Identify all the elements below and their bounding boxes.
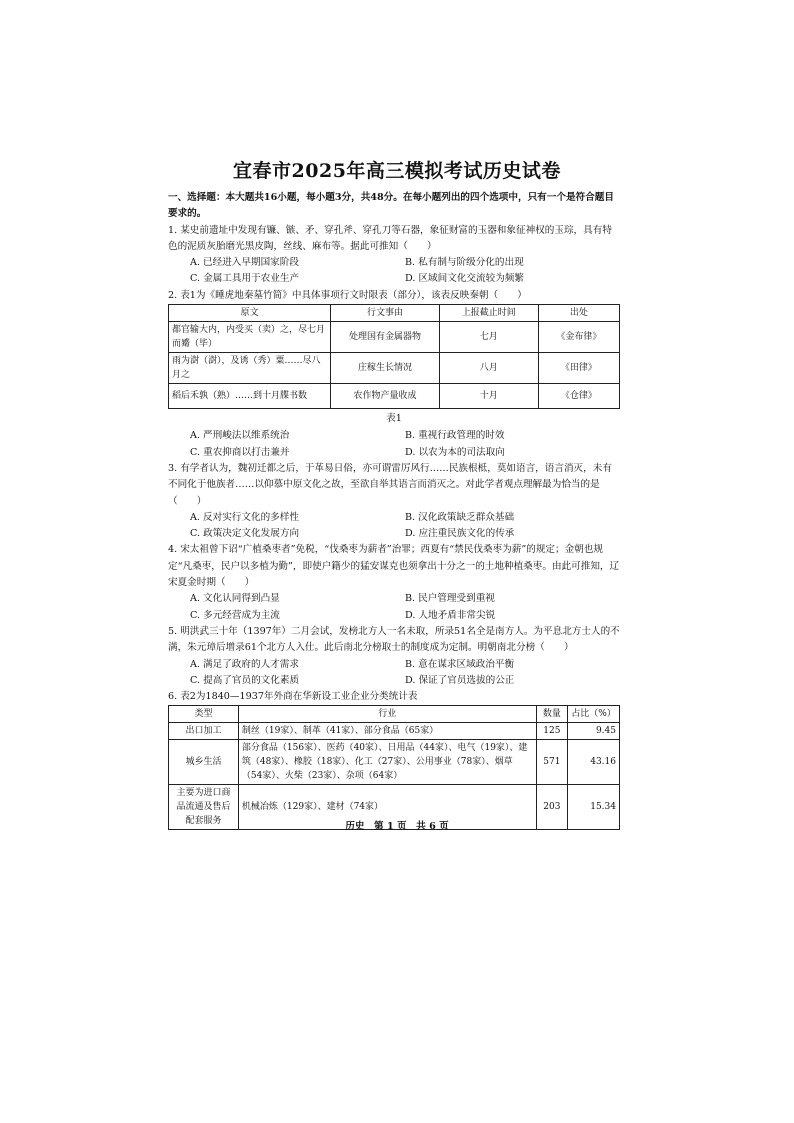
table-cell: 雨为澍（澍），及诱（秀）粟……尽八月之 (169, 353, 331, 384)
option-c: C. 多元经营成为主流 (190, 609, 280, 621)
table-caption: 表1 (386, 413, 402, 425)
question-6-stem: 6. 表2为1840—1937年外商在华新设工业企业分类统计表 (168, 691, 418, 703)
table-row (169, 353, 620, 384)
table-cell: 部分食品（156家）、医药（40家）、日用品（44家）、电气（19家）、建筑（48家）、橡胶（18家）、化工（27家）、公用事业（78家）、烟草（54家）、火柴（23家）、杂项（64家） (238, 740, 536, 785)
table-cell: 43.16 (568, 740, 620, 785)
option-b: B. 民户管理受到重视 (405, 593, 495, 605)
table-row (169, 322, 620, 353)
table-header-row (169, 706, 620, 723)
question-5-options (168, 657, 620, 690)
table-header-cell: 出处 (538, 305, 619, 322)
table-cell: 都官输大内，内受买（卖）之，尽七月而觱（毕） (169, 322, 331, 353)
option-d: D. 以农为本的司法取向 (405, 446, 505, 458)
question-1-stem: 1. 某史前遗址中发现有镰、镞、矛、穿孔斧、穿孔刀等石器，象征财富的玉器和象征神权的玉琮，具有特色的泥质灰胎磨光黑皮陶，丝线、麻布等。据此可推知（ ） (168, 224, 612, 252)
table-cell: 制丝（19家）、制革（41家）、部分食品（65家） (238, 723, 536, 740)
table-header-cell: 上报截止时间 (439, 305, 538, 322)
table-header-cell: 占比（%） (568, 706, 620, 723)
option-c: C. 政策决定文化发展方向 (190, 528, 300, 540)
option-d: D. 人地矛盾非常尖锐 (405, 609, 496, 621)
page-title: 宜春市2025年高三模拟考试历史试卷 (233, 160, 561, 182)
question-3-options (168, 510, 620, 543)
table-cell: 9.45 (568, 723, 620, 740)
table-cell: 203 (536, 785, 568, 830)
table-cell: 城乡生活 (169, 740, 239, 785)
table-cell: 七月 (439, 322, 538, 353)
option-a: A. 满足了政府的人才需求 (190, 658, 299, 670)
table-cell: 庄稼生长情况 (331, 353, 439, 384)
table-header-cell: 行文事由 (331, 305, 439, 322)
question-2-options (168, 428, 620, 461)
table-cell: 稻后禾孰（熟）……到十月牒书数 (169, 384, 331, 409)
option-a: A. 已经进入早期国家阶段 (190, 257, 299, 269)
table-cell: 主要为进口商品流通及售后配套服务 (169, 785, 239, 830)
table-header-cell: 行业 (238, 706, 536, 723)
table-cell: 《仓律》 (538, 384, 619, 409)
page-footer: 历史 第 1 页 共 6 页 (345, 821, 449, 832)
option-b: B. 意在谋求区域政治平衡 (405, 658, 515, 670)
table-row (169, 740, 620, 785)
question-4-options (168, 591, 620, 624)
table-row (169, 723, 620, 740)
table-header-cell: 类型 (169, 706, 239, 723)
table-1 (168, 304, 620, 409)
option-b: B. 汉化政策缺乏群众基础 (405, 511, 515, 523)
option-b: B. 私有制与阶级分化的出现 (405, 257, 524, 269)
question-2-stem: 2. 表1为《睡虎地秦墓竹简》中具体事项行文时限表（部分），该表反映秦朝（ ） (168, 289, 527, 301)
option-a: A. 严刑峻法以维系统治 (190, 430, 290, 442)
option-d: D. 保证了官员选拔的公正 (405, 674, 515, 686)
table-cell: 十月 (439, 384, 538, 409)
table-cell: 《金布律》 (538, 322, 619, 353)
table-cell: 出口加工 (169, 723, 239, 740)
option-c: C. 提高了官员的文化素质 (190, 674, 300, 686)
table-cell: 农作物产量收成 (331, 384, 439, 409)
exam-content (168, 190, 620, 830)
option-d: D. 应注重民族文化的传承 (405, 528, 515, 540)
question-3-stem: 3. 有学者认为，魏初迁都之后，于革易日俗，亦可谓雷厉风行……民族根柢，莫如语言，语言消灭，未有不同化于他族者……以仰慕中原文化之故，至欲自举其语言而消灭之。对此学者观点理解最为恰当的是（ ） (168, 462, 612, 507)
section-heading: 一、选择题：本大题共16小题，每小题3分，共48分。在每小题列出的四个选项中，只有一个是符合题目要求的。 (168, 192, 614, 220)
option-c: C. 重农抑商以打击兼并 (190, 446, 290, 458)
table-cell: 《田律》 (538, 353, 619, 384)
option-a: A. 文化认同得到凸显 (190, 593, 280, 605)
table-header-cell: 原文 (169, 305, 331, 322)
question-5-stem: 5. 明洪武三十年（1397年）二月会试，发榜北方人一名未取，所录51名全是南方人。为平息北方士人的不满，朱元璋后增录61个北方人入仕。此后南北分榜取士的制度成为定制。明朝南北分榜（ ） (168, 625, 620, 654)
table-cell: 125 (536, 723, 568, 740)
table-cell: 571 (536, 740, 568, 785)
table-cell: 八月 (439, 353, 538, 384)
table-cell: 15.34 (568, 785, 620, 830)
table-cell: 机械冶炼（129家）、建材（74家） (238, 785, 536, 830)
question-1-options (168, 255, 620, 288)
question-4-stem: 4. 宋太祖曾下诏“广植桑枣者”免税，“伐桑枣为薪者”治罪；西夏有“禁民伐桑枣为薪”的规定；金朝也规定“凡桑枣，民户以多植为勤”，即使户籍少的猛安谋克也须拿出十分之一的土地种植桑枣。由此可推知，辽宋夏金时期（ ） (168, 544, 620, 589)
table-row (169, 384, 620, 409)
table-header-cell: 数量 (536, 706, 568, 723)
option-a: A. 反对实行文化的多样性 (190, 511, 299, 523)
option-c: C. 金属工具用于农业生产 (190, 273, 300, 285)
table-2 (168, 705, 620, 830)
table-header-row (169, 305, 620, 322)
table-cell: 处理国有金属器物 (331, 322, 439, 353)
option-b: B. 重视行政管理的时效 (405, 430, 505, 442)
option-d: D. 区域间文化交流较为频繁 (405, 273, 524, 285)
